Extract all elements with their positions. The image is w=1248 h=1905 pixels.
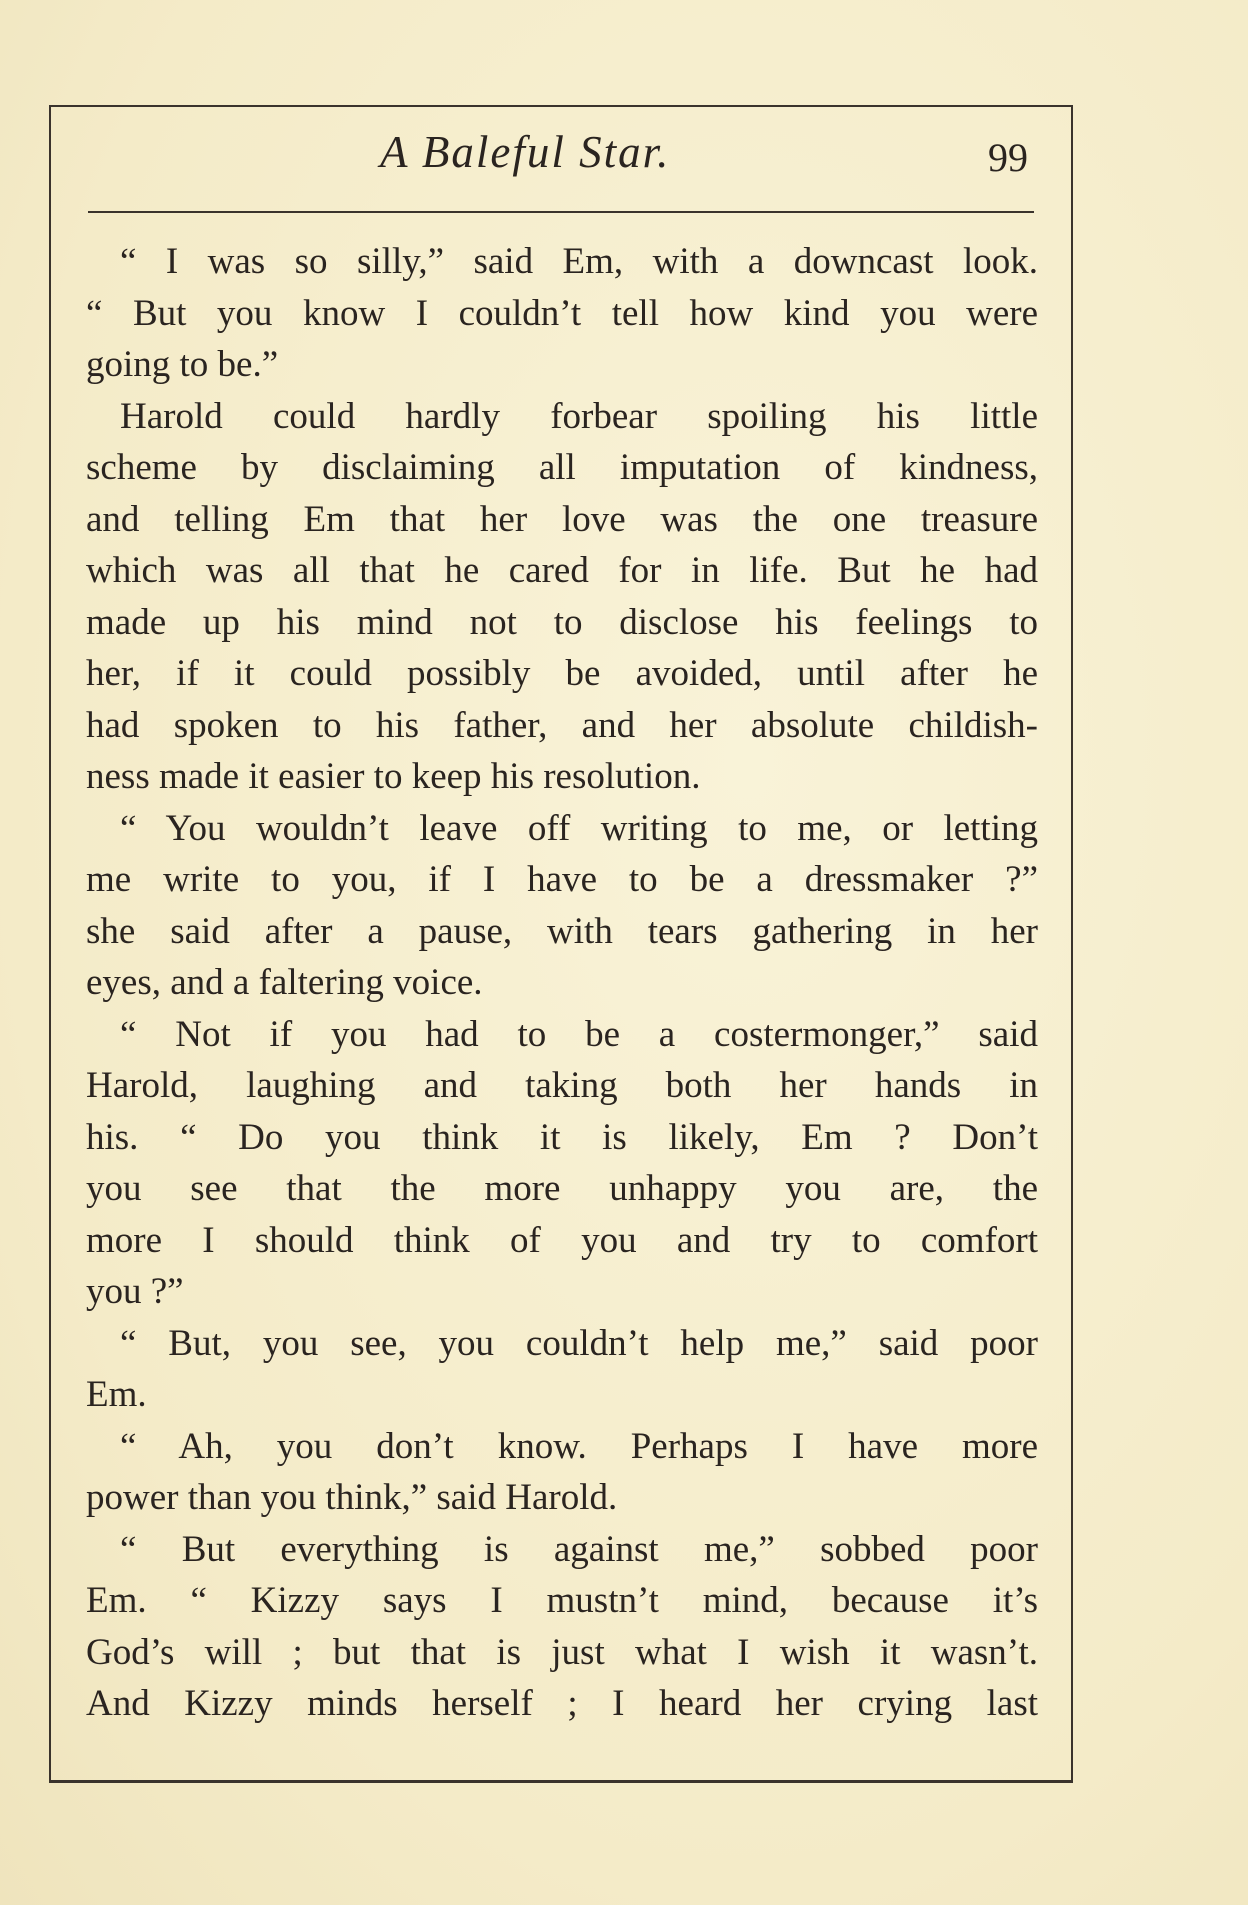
- text-line: “ I was so silly,” said Em, with a downcast look.: [120, 241, 1038, 282]
- text-line: God’s will ; but that is just what I wish it wasn’t.: [86, 1631, 1038, 1673]
- text-line: her, if it could possibly be avoided, until after he: [86, 653, 1038, 694]
- text-line: going to be.”: [86, 344, 279, 385]
- text-line: “ But, you see, you couldn’t help me,” said poor: [120, 1322, 1038, 1364]
- text-line: scheme by disclaiming all imputation of kindness,: [86, 447, 1038, 488]
- text-line: had spoken to his father, and her absolute childish-: [86, 704, 1038, 746]
- text-line: you see that the more unhappy you are, the: [86, 1168, 1038, 1209]
- text-line: she said after a pause, with tears gathering in her: [86, 910, 1038, 952]
- text-line: eyes, and a faltering voice.: [86, 962, 483, 1003]
- text-line: “ You wouldn’t leave off writing to me, or letting: [120, 807, 1038, 849]
- text-line: his. “ Do you think it is likely, Em ? Don’t: [86, 1116, 1038, 1158]
- text-line: “ Ah, you don’t know. Perhaps I have more: [120, 1425, 1038, 1467]
- text-line: you ?”: [86, 1271, 184, 1312]
- text-line: “ But everything is against me,” sobbed poor: [120, 1528, 1038, 1570]
- text-line: and telling Em that her love was the one treasure: [86, 498, 1038, 540]
- text-line: which was all that he cared for in life. But he had: [86, 550, 1038, 591]
- text-line: ness made it easier to keep his resolution.: [86, 756, 701, 797]
- text-line: Em.: [86, 1374, 147, 1415]
- text-line: me write to you, if I have to be a dressmaker ?”: [86, 859, 1038, 900]
- text-line: “ Not if you had to be a costermonger,” said: [120, 1013, 1038, 1055]
- text-line: “ But you know I couldn’t tell how kind you were: [86, 292, 1038, 334]
- header-rule: [88, 211, 1034, 213]
- text-line: Harold, laughing and taking both her hands in: [86, 1065, 1038, 1106]
- text-line: And Kizzy minds herself ; I heard her crying last: [86, 1683, 1038, 1724]
- text-line: made up his mind not to disclose his feelings to: [86, 601, 1038, 643]
- running-head: [0, 120, 1248, 180]
- page-border-bottom: [49, 1780, 1073, 1783]
- text-line: Harold could hardly forbear spoiling his little: [120, 395, 1038, 437]
- text-line: Em. “ Kizzy says I mustn’t mind, because it’s: [86, 1580, 1038, 1621]
- body-text: [86, 236, 1038, 1730]
- text-line: power than you think,” said Harold.: [86, 1477, 618, 1518]
- running-title: A Baleful Star.: [380, 127, 671, 177]
- page-number: 99: [988, 135, 1028, 180]
- text-line: more I should think of you and try to comfort: [86, 1219, 1038, 1261]
